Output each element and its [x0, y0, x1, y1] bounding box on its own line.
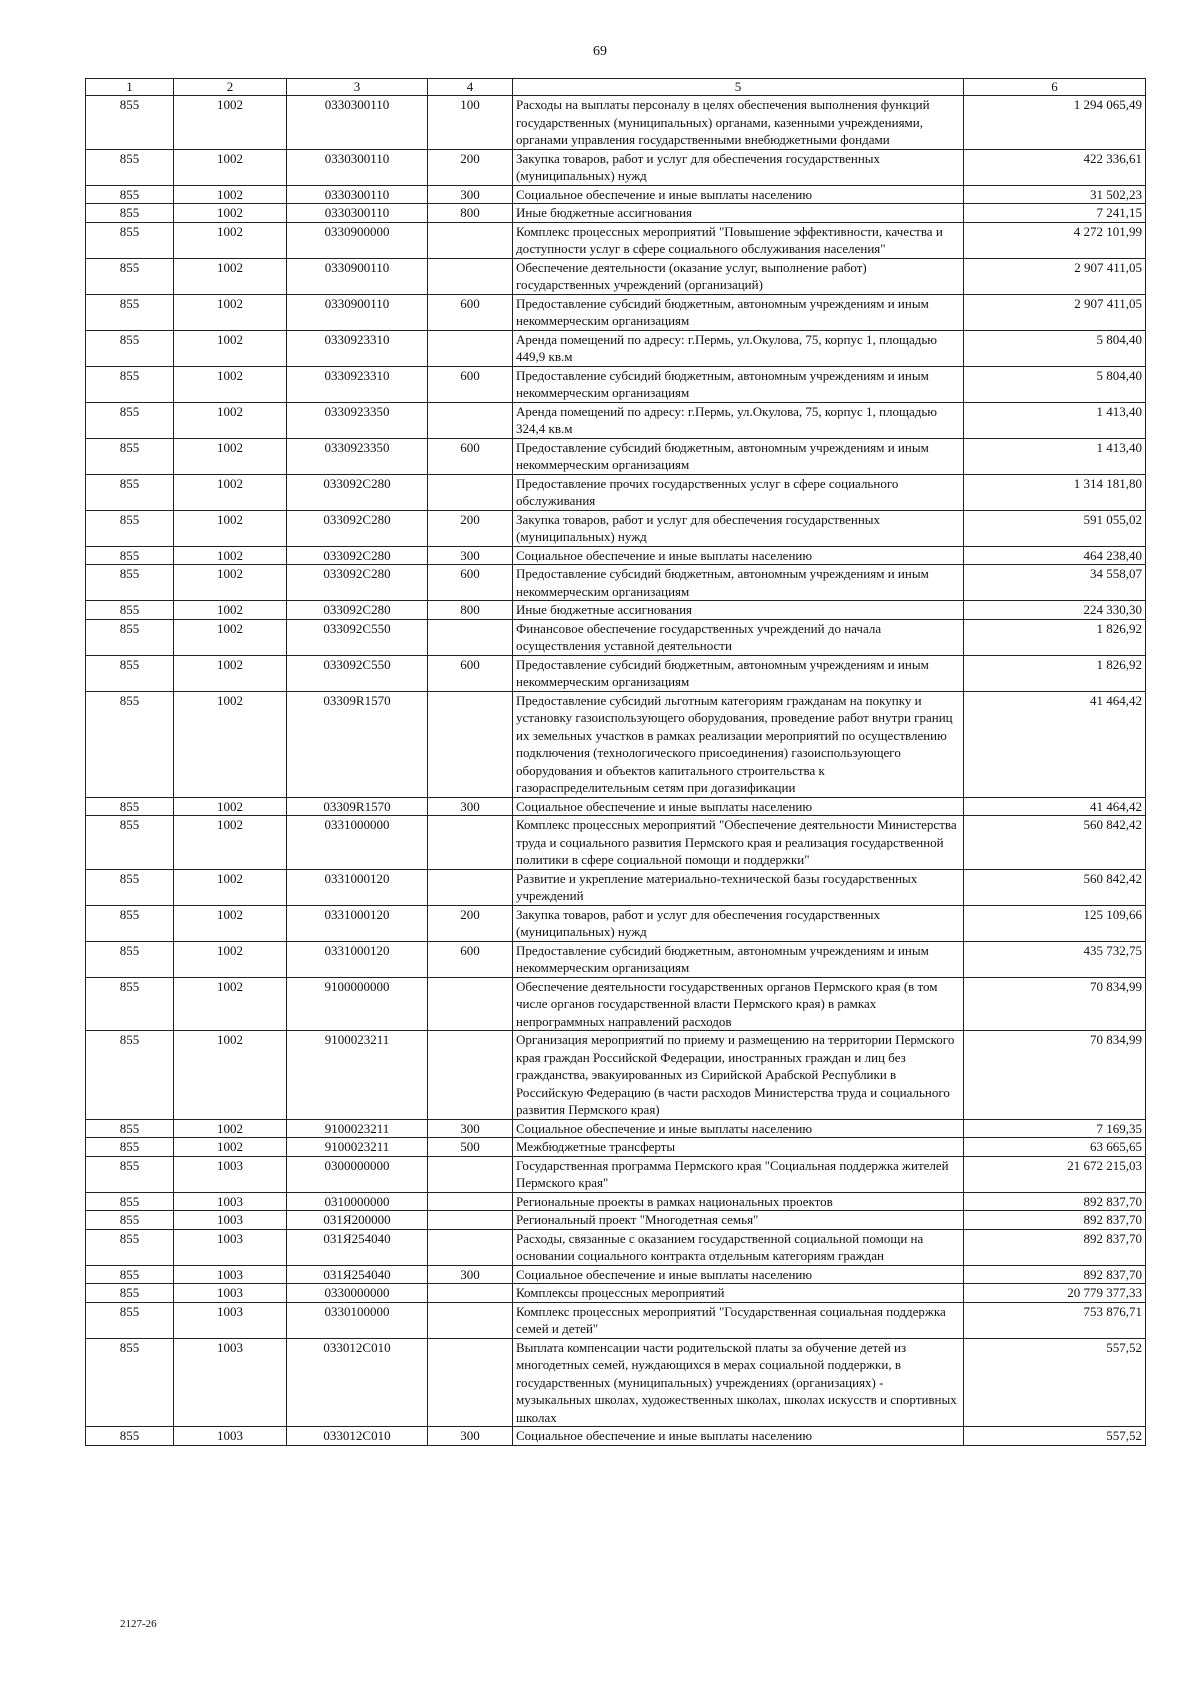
table-row	[86, 510, 1146, 546]
expense-type-cell: 300	[428, 797, 513, 816]
section-code-cell: 1002	[174, 869, 287, 905]
amount-cell: 5 804,40	[964, 366, 1146, 402]
section-code-cell: 1003	[174, 1156, 287, 1192]
section-code-cell: 1002	[174, 797, 287, 816]
expense-type-cell: 600	[428, 565, 513, 601]
table-row	[86, 816, 1146, 870]
table-row	[86, 366, 1146, 402]
expense-type-cell	[428, 1284, 513, 1303]
amount-cell: 70 834,99	[964, 977, 1146, 1031]
expense-type-cell: 200	[428, 510, 513, 546]
table-row	[86, 1265, 1146, 1284]
target-article-cell: 9100023211	[287, 1119, 428, 1138]
target-article-cell: 033012С010	[287, 1338, 428, 1427]
column-header: 5	[513, 79, 964, 96]
admin-code-cell: 855	[86, 1156, 174, 1192]
expense-type-cell: 200	[428, 905, 513, 941]
target-article-cell: 031Я200000	[287, 1211, 428, 1230]
section-code-cell: 1003	[174, 1265, 287, 1284]
admin-code-cell: 855	[86, 294, 174, 330]
section-code-cell: 1002	[174, 366, 287, 402]
section-code-cell: 1002	[174, 510, 287, 546]
column-header: 3	[287, 79, 428, 96]
description-cell: Развитие и укрепление материально-технической базы государственных учреждений	[513, 869, 964, 905]
table-row	[86, 619, 1146, 655]
expense-type-cell	[428, 691, 513, 797]
expense-type-cell	[428, 1156, 513, 1192]
admin-code-cell: 855	[86, 222, 174, 258]
target-article-cell: 0330300110	[287, 204, 428, 223]
admin-code-cell: 855	[86, 797, 174, 816]
target-article-cell: 0330300110	[287, 185, 428, 204]
target-article-cell: 03309R1570	[287, 691, 428, 797]
admin-code-cell: 855	[86, 1338, 174, 1427]
description-cell: Предоставление субсидий бюджетным, автономным учреждениям и иным некоммерческим организациям	[513, 655, 964, 691]
amount-cell: 34 558,07	[964, 565, 1146, 601]
target-article-cell: 0330900110	[287, 258, 428, 294]
description-cell: Предоставление субсидий бюджетным, автономным учреждениям и иным некоммерческим организациям	[513, 565, 964, 601]
admin-code-cell: 855	[86, 1229, 174, 1265]
target-article-cell: 033092С280	[287, 474, 428, 510]
section-code-cell: 1002	[174, 204, 287, 223]
expense-type-cell	[428, 1302, 513, 1338]
target-article-cell: 0300000000	[287, 1156, 428, 1192]
column-header: 2	[174, 79, 287, 96]
expense-type-cell	[428, 1031, 513, 1120]
amount-cell: 435 732,75	[964, 941, 1146, 977]
amount-cell: 20 779 377,33	[964, 1284, 1146, 1303]
column-header: 6	[964, 79, 1146, 96]
description-cell: Межбюджетные трансферты	[513, 1138, 964, 1157]
admin-code-cell: 855	[86, 1265, 174, 1284]
admin-code-cell: 855	[86, 869, 174, 905]
amount-cell: 4 272 101,99	[964, 222, 1146, 258]
expense-type-cell	[428, 330, 513, 366]
admin-code-cell: 855	[86, 601, 174, 620]
section-code-cell: 1002	[174, 941, 287, 977]
description-cell: Аренда помещений по адресу: г.Пермь, ул.Окулова, 75, корпус 1, площадью 449,9 кв.м	[513, 330, 964, 366]
target-article-cell: 033092С280	[287, 601, 428, 620]
admin-code-cell: 855	[86, 977, 174, 1031]
section-code-cell: 1002	[174, 619, 287, 655]
description-cell: Предоставление субсидий бюджетным, автономным учреждениям и иным некоммерческим организациям	[513, 366, 964, 402]
table-row	[86, 294, 1146, 330]
target-article-cell: 9100000000	[287, 977, 428, 1031]
expense-type-cell: 300	[428, 1265, 513, 1284]
description-cell: Закупка товаров, работ и услуг для обеспечения государственных (муниципальных) нужд	[513, 905, 964, 941]
expense-type-cell	[428, 402, 513, 438]
admin-code-cell: 855	[86, 565, 174, 601]
admin-code-cell: 855	[86, 366, 174, 402]
table-row	[86, 222, 1146, 258]
section-code-cell: 1002	[174, 474, 287, 510]
admin-code-cell: 855	[86, 1119, 174, 1138]
target-article-cell: 033092С280	[287, 546, 428, 565]
expense-type-cell: 800	[428, 204, 513, 223]
expense-type-cell: 600	[428, 941, 513, 977]
description-cell: Обеспечение деятельности (оказание услуг, выполнение работ) государственных учреждений (организаций)	[513, 258, 964, 294]
target-article-cell: 0330000000	[287, 1284, 428, 1303]
amount-cell: 125 109,66	[964, 905, 1146, 941]
section-code-cell: 1002	[174, 1119, 287, 1138]
expense-type-cell: 800	[428, 601, 513, 620]
section-code-cell: 1002	[174, 149, 287, 185]
description-cell: Организация мероприятий по приему и размещению на территории Пермского края граждан Российской Федерации, иностранных граждан и лиц без гражданства, эвакуированных из Сирийской Арабской Республики в Российскую Федерацию (в части расходов Министерства труда и социального развития Пермского края)	[513, 1031, 964, 1120]
amount-cell: 41 464,42	[964, 797, 1146, 816]
section-code-cell: 1002	[174, 546, 287, 565]
section-code-cell: 1002	[174, 655, 287, 691]
section-code-cell: 1002	[174, 402, 287, 438]
column-header: 4	[428, 79, 513, 96]
admin-code-cell: 855	[86, 330, 174, 366]
amount-cell: 591 055,02	[964, 510, 1146, 546]
target-article-cell: 0330300110	[287, 149, 428, 185]
expense-type-cell: 600	[428, 655, 513, 691]
description-cell: Предоставление субсидий бюджетным, автономным учреждениям и иным некоммерческим организациям	[513, 941, 964, 977]
expense-type-cell: 600	[428, 294, 513, 330]
expense-type-cell: 500	[428, 1138, 513, 1157]
section-code-cell: 1002	[174, 438, 287, 474]
target-article-cell: 0330923350	[287, 402, 428, 438]
target-article-cell: 0331000000	[287, 816, 428, 870]
amount-cell: 560 842,42	[964, 816, 1146, 870]
amount-cell: 70 834,99	[964, 1031, 1146, 1120]
table-row	[86, 1156, 1146, 1192]
description-cell: Иные бюджетные ассигнования	[513, 204, 964, 223]
description-cell: Обеспечение деятельности государственных органов Пермского края (в том числе органов государственной власти Пермского края) в рамках непрограммных направлений расходов	[513, 977, 964, 1031]
amount-cell: 63 665,65	[964, 1138, 1146, 1157]
table-row	[86, 1302, 1146, 1338]
description-cell: Предоставление прочих государственных услуг в сфере социального обслуживания	[513, 474, 964, 510]
expense-type-cell	[428, 1229, 513, 1265]
admin-code-cell: 855	[86, 96, 174, 150]
amount-cell: 2 907 411,05	[964, 258, 1146, 294]
target-article-cell: 0330900110	[287, 294, 428, 330]
amount-cell: 557,52	[964, 1427, 1146, 1446]
admin-code-cell: 855	[86, 438, 174, 474]
target-article-cell: 033092С280	[287, 565, 428, 601]
table-row	[86, 474, 1146, 510]
amount-cell: 464 238,40	[964, 546, 1146, 565]
section-code-cell: 1002	[174, 816, 287, 870]
admin-code-cell: 855	[86, 185, 174, 204]
section-code-cell: 1002	[174, 601, 287, 620]
table-row	[86, 601, 1146, 620]
target-article-cell: 0330900000	[287, 222, 428, 258]
table-row	[86, 1119, 1146, 1138]
description-cell: Комплекс процессных мероприятий "Обеспечение деятельности Министерства труда и социального развития Пермского края и реализация государственной политики в сфере социальной помощи и поддержки"	[513, 816, 964, 870]
section-code-cell: 1002	[174, 294, 287, 330]
target-article-cell: 9100023211	[287, 1031, 428, 1120]
target-article-cell: 031Я254040	[287, 1229, 428, 1265]
expense-type-cell	[428, 222, 513, 258]
expense-type-cell: 100	[428, 96, 513, 150]
section-code-cell: 1002	[174, 1031, 287, 1120]
description-cell: Комплексы процессных мероприятий	[513, 1284, 964, 1303]
target-article-cell: 033012С010	[287, 1427, 428, 1446]
section-code-cell: 1002	[174, 330, 287, 366]
expense-type-cell: 300	[428, 185, 513, 204]
target-article-cell: 0330923350	[287, 438, 428, 474]
amount-cell: 1 413,40	[964, 402, 1146, 438]
description-cell: Региональные проекты в рамках национальных проектов	[513, 1192, 964, 1211]
amount-cell: 31 502,23	[964, 185, 1146, 204]
table-body	[86, 96, 1146, 1446]
description-cell: Предоставление субсидий бюджетным, автономным учреждениям и иным некоммерческим организациям	[513, 294, 964, 330]
table-row	[86, 655, 1146, 691]
description-cell: Социальное обеспечение и иные выплаты населению	[513, 546, 964, 565]
table-row	[86, 941, 1146, 977]
target-article-cell: 031Я254040	[287, 1265, 428, 1284]
table-row	[86, 546, 1146, 565]
description-cell: Аренда помещений по адресу: г.Пермь, ул.Окулова, 75, корпус 1, площадью 324,4 кв.м	[513, 402, 964, 438]
expense-type-cell: 300	[428, 1427, 513, 1446]
section-code-cell: 1002	[174, 222, 287, 258]
table-row	[86, 185, 1146, 204]
expense-type-cell	[428, 619, 513, 655]
description-cell: Социальное обеспечение и иные выплаты населению	[513, 185, 964, 204]
table-row	[86, 438, 1146, 474]
section-code-cell: 1002	[174, 905, 287, 941]
target-article-cell: 0330923310	[287, 330, 428, 366]
description-cell: Финансовое обеспечение государственных учреждений до начала осуществления уставной деятельности	[513, 619, 964, 655]
expense-type-cell	[428, 1192, 513, 1211]
description-cell: Предоставление субсидий льготным категориям гражданам на покупку и установку газоиспользующего оборудования, проведение работ внутри границ их земельных участков в рамках реализации мероприятий по осуществлению подключения (технологического присоединения) газоиспользующего оборудования и объектов капитального строительства к газораспределительным сетям при догазификации	[513, 691, 964, 797]
admin-code-cell: 855	[86, 402, 174, 438]
table-row	[86, 977, 1146, 1031]
target-article-cell: 03309R1570	[287, 797, 428, 816]
target-article-cell: 0330100000	[287, 1302, 428, 1338]
amount-cell: 892 837,70	[964, 1265, 1146, 1284]
description-cell: Расходы на выплаты персоналу в целях обеспечения выполнения функций государственных (муниципальных) органами, казенными учреждениями, органами управления государственными внебюджетными фондами	[513, 96, 964, 150]
table-row	[86, 402, 1146, 438]
amount-cell: 5 804,40	[964, 330, 1146, 366]
table-row	[86, 1211, 1146, 1230]
amount-cell: 21 672 215,03	[964, 1156, 1146, 1192]
description-cell: Закупка товаров, работ и услуг для обеспечения государственных (муниципальных) нужд	[513, 510, 964, 546]
table-row	[86, 565, 1146, 601]
admin-code-cell: 855	[86, 204, 174, 223]
admin-code-cell: 855	[86, 941, 174, 977]
target-article-cell: 9100023211	[287, 1138, 428, 1157]
section-code-cell: 1003	[174, 1302, 287, 1338]
amount-cell: 224 330,30	[964, 601, 1146, 620]
description-cell: Социальное обеспечение и иные выплаты населению	[513, 1265, 964, 1284]
amount-cell: 7 169,35	[964, 1119, 1146, 1138]
admin-code-cell: 855	[86, 1138, 174, 1157]
expense-type-cell	[428, 977, 513, 1031]
target-article-cell: 0310000000	[287, 1192, 428, 1211]
section-code-cell: 1003	[174, 1192, 287, 1211]
budget-table	[85, 78, 1146, 1446]
description-cell: Региональный проект "Многодетная семья"	[513, 1211, 964, 1230]
table-row	[86, 1338, 1146, 1427]
page-number: 69	[593, 44, 607, 59]
expense-type-cell	[428, 1211, 513, 1230]
table-row	[86, 1031, 1146, 1120]
section-code-cell: 1002	[174, 258, 287, 294]
target-article-cell: 033092С550	[287, 619, 428, 655]
column-header: 1	[86, 79, 174, 96]
amount-cell: 7 241,15	[964, 204, 1146, 223]
admin-code-cell: 855	[86, 149, 174, 185]
table-row	[86, 96, 1146, 150]
admin-code-cell: 855	[86, 474, 174, 510]
table-row	[86, 1229, 1146, 1265]
target-article-cell: 0331000120	[287, 869, 428, 905]
admin-code-cell: 855	[86, 1302, 174, 1338]
amount-cell: 1 826,92	[964, 655, 1146, 691]
target-article-cell: 0330923310	[287, 366, 428, 402]
section-code-cell: 1003	[174, 1211, 287, 1230]
table-row	[86, 258, 1146, 294]
admin-code-cell: 855	[86, 905, 174, 941]
section-code-cell: 1002	[174, 185, 287, 204]
amount-cell: 753 876,71	[964, 1302, 1146, 1338]
section-code-cell: 1002	[174, 96, 287, 150]
section-code-cell: 1002	[174, 691, 287, 797]
expense-type-cell	[428, 474, 513, 510]
amount-cell: 1 314 181,80	[964, 474, 1146, 510]
target-article-cell: 033092С550	[287, 655, 428, 691]
expense-type-cell: 300	[428, 546, 513, 565]
amount-cell: 422 336,61	[964, 149, 1146, 185]
target-article-cell: 0331000120	[287, 941, 428, 977]
expense-type-cell	[428, 1338, 513, 1427]
description-cell: Выплата компенсации части родительской платы за обучение детей из многодетных семей, нуждающихся в мерах социальной поддержки, в государственных (муниципальных) учреждениях (организациях) - музыкальных школах, художественных школах, школах искусств и спортивных школах	[513, 1338, 964, 1427]
admin-code-cell: 855	[86, 691, 174, 797]
description-cell: Закупка товаров, работ и услуг для обеспечения государственных (муниципальных) нужд	[513, 149, 964, 185]
amount-cell: 1 826,92	[964, 619, 1146, 655]
amount-cell: 560 842,42	[964, 869, 1146, 905]
section-code-cell: 1002	[174, 1138, 287, 1157]
amount-cell: 2 907 411,05	[964, 294, 1146, 330]
table-row	[86, 204, 1146, 223]
table-row	[86, 330, 1146, 366]
description-cell: Комплекс процессных мероприятий "Государственная социальная поддержка семей и детей"	[513, 1302, 964, 1338]
expense-type-cell	[428, 258, 513, 294]
section-code-cell: 1003	[174, 1229, 287, 1265]
admin-code-cell: 855	[86, 1284, 174, 1303]
expense-type-cell: 600	[428, 438, 513, 474]
amount-cell: 1 294 065,49	[964, 96, 1146, 150]
section-code-cell: 1003	[174, 1284, 287, 1303]
expense-type-cell: 600	[428, 366, 513, 402]
description-cell: Государственная программа Пермского края "Социальная поддержка жителей Пермского края"	[513, 1156, 964, 1192]
admin-code-cell: 855	[86, 816, 174, 870]
admin-code-cell: 855	[86, 1427, 174, 1446]
section-code-cell: 1003	[174, 1338, 287, 1427]
table-row	[86, 797, 1146, 816]
amount-cell: 892 837,70	[964, 1211, 1146, 1230]
description-cell: Социальное обеспечение и иные выплаты населению	[513, 1119, 964, 1138]
amount-cell: 892 837,70	[964, 1192, 1146, 1211]
amount-cell: 41 464,42	[964, 691, 1146, 797]
amount-cell: 557,52	[964, 1338, 1146, 1427]
table-row	[86, 149, 1146, 185]
description-cell: Комплекс процессных мероприятий "Повышение эффективности, качества и доступности услуг в сфере социального обслуживания населения"	[513, 222, 964, 258]
admin-code-cell: 855	[86, 546, 174, 565]
section-code-cell: 1002	[174, 565, 287, 601]
table-row	[86, 1138, 1146, 1157]
table-row	[86, 1192, 1146, 1211]
expense-type-cell: 200	[428, 149, 513, 185]
table-row	[86, 869, 1146, 905]
admin-code-cell: 855	[86, 1031, 174, 1120]
table-row	[86, 691, 1146, 797]
target-article-cell: 033092С280	[287, 510, 428, 546]
table-row	[86, 905, 1146, 941]
section-code-cell: 1003	[174, 1427, 287, 1446]
description-cell: Расходы, связанные с оказанием государственной социальной помощи на основании социального контракта отдельным категориям граждан	[513, 1229, 964, 1265]
section-code-cell: 1002	[174, 977, 287, 1031]
target-article-cell: 0330300110	[287, 96, 428, 150]
table-row	[86, 1427, 1146, 1446]
admin-code-cell: 855	[86, 619, 174, 655]
description-cell: Предоставление субсидий бюджетным, автономным учреждениям и иным некоммерческим организациям	[513, 438, 964, 474]
expense-type-cell	[428, 816, 513, 870]
admin-code-cell: 855	[86, 655, 174, 691]
admin-code-cell: 855	[86, 510, 174, 546]
target-article-cell: 0331000120	[287, 905, 428, 941]
admin-code-cell: 855	[86, 1211, 174, 1230]
description-cell: Социальное обеспечение и иные выплаты населению	[513, 1427, 964, 1446]
footer-code: 2127-26	[120, 1618, 157, 1630]
expense-type-cell: 300	[428, 1119, 513, 1138]
amount-cell: 892 837,70	[964, 1229, 1146, 1265]
description-cell: Социальное обеспечение и иные выплаты населению	[513, 797, 964, 816]
admin-code-cell: 855	[86, 258, 174, 294]
description-cell: Иные бюджетные ассигнования	[513, 601, 964, 620]
table-row	[86, 1284, 1146, 1303]
table-header	[86, 79, 1146, 96]
expense-type-cell	[428, 869, 513, 905]
admin-code-cell: 855	[86, 1192, 174, 1211]
amount-cell: 1 413,40	[964, 438, 1146, 474]
